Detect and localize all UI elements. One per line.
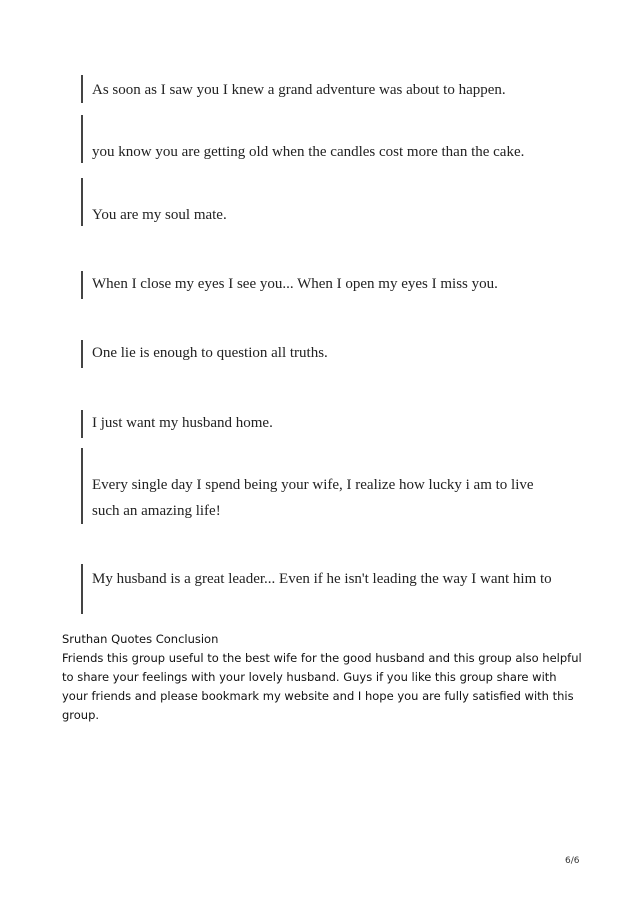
quote-block bbox=[81, 448, 562, 524]
quote-text: you know you are getting old when the candles cost more than the cake. bbox=[92, 144, 525, 160]
page-number: 6/6 bbox=[565, 856, 580, 866]
quote-block bbox=[81, 75, 592, 103]
quote-text: You are my soul mate. bbox=[92, 207, 227, 223]
quote-text: My husband is a great leader... Even if he isn't leading the way I want him to bbox=[92, 571, 552, 587]
quote-block bbox=[81, 564, 562, 614]
quote-text: I just want my husband home. bbox=[92, 415, 273, 431]
conclusion-title: Sruthan Quotes Conclusion bbox=[62, 632, 219, 646]
quote-text: Every single day I spend being your wife, I realize how lucky i am to live such an amazing life! bbox=[92, 477, 534, 519]
quote-block bbox=[81, 178, 592, 226]
quote-text: When I close my eyes I see you... When I open my eyes I miss you. bbox=[92, 276, 498, 292]
quote-text: As soon as I saw you I knew a grand adventure was about to happen. bbox=[92, 82, 506, 98]
quote-block bbox=[81, 340, 592, 368]
quote-block bbox=[81, 410, 592, 438]
conclusion-section bbox=[62, 630, 582, 725]
quote-block bbox=[81, 115, 592, 163]
quote-block bbox=[81, 271, 592, 299]
quote-text: One lie is enough to question all truths. bbox=[92, 345, 328, 361]
conclusion-body: Friends this group useful to the best wife for the good husband and this group also helpful to share your feelings with your lovely husband. Guys if you like this group share with your friends and please bookmark my website and I hope you are fully satisfied with this group. bbox=[62, 651, 582, 722]
